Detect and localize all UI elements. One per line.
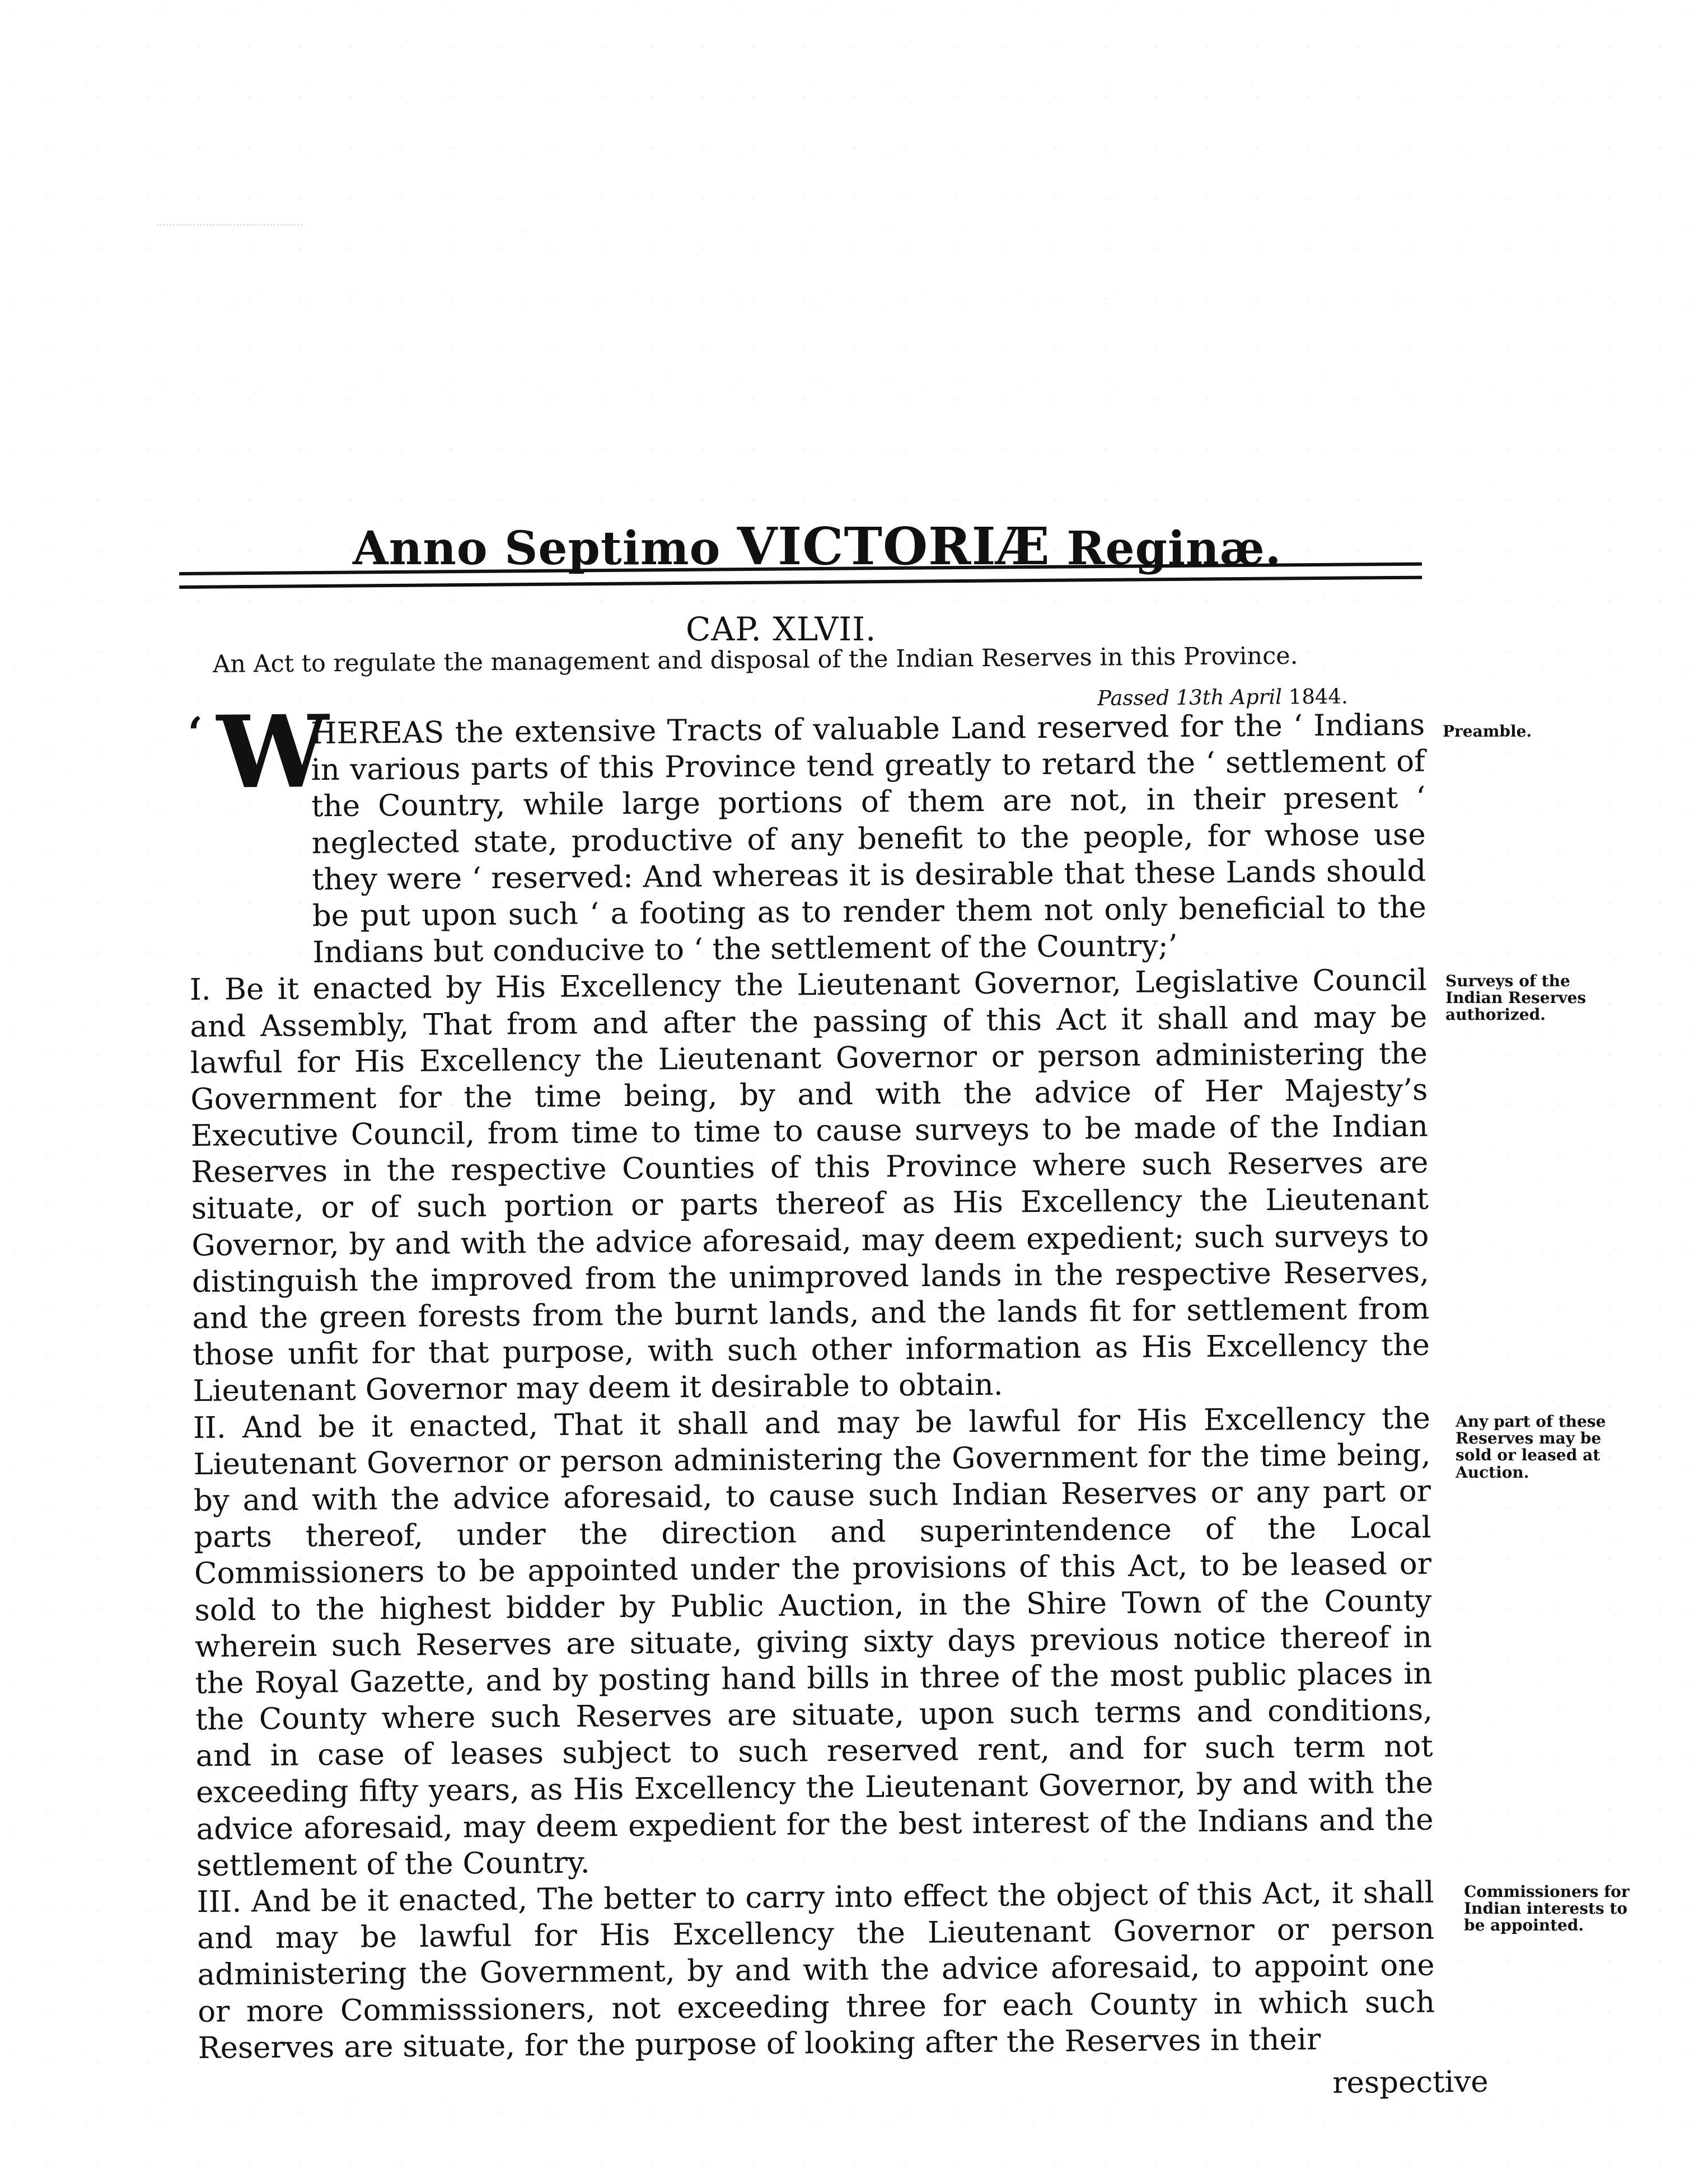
section-i: I. Be it enacted by His Excellency the Lieutenant Governor, Legislative Council and Assembly, That from and after the passing of this Act it shall and may be lawful for His Excellency the Lieutenant Governor or person administering the Government for the time being, by and with the advice of Her Majesty’s Executive Council, from time to time to cause surveys to be made of the Indian Reserves in the respective Counties of this Province where such Reserves are situate, or of such portion or parts thereof as His Excellency the Lieutenant Governor, by and with the advice aforesaid, may deem expedient; such surveys to distinguish the improved from the unimproved lands in the respective Reserves, and the green forests from the burnt lands, and the lands fit for settlement from those unfit for that purpose, with such other information as His Excellency the Lieutenant Governor may deem it desirable to obtain. — [189, 963, 1430, 1409]
continued-word: respective — [1332, 2064, 1489, 2100]
scan-smudge — [157, 224, 302, 287]
act-title: An Act to regulate the management and disposal of the Indian Reserves in this Province. — [212, 641, 1298, 678]
opening-quote-mark: ‘ — [187, 708, 203, 759]
preamble-text: HEREAS the extensive Tracts of valuable Land reserved for the ‘ Indians in various parts of this Province tend greatly to retard the ‘ settlement of the Country, while large portions of them are not, in their present ‘ neglected state, productive of any benefit to the people, for whose use they were ‘ reserved: And whereas it is desirable that these Lands should be put upon such ‘ a footing as to render them not only beneficial to the Indians but conducive to ‘ the settlement of the Country;’ — [311, 708, 1426, 970]
title-prefix: Anno Septimo — [353, 522, 721, 575]
section-iii: III. And be it enacted, The better to carry into effect the object of this Act, it shall and may be lawful for His Excellency the Lieutenant Governor or person administering the Government, by and with the advice aforesaid, to appoint one or more Commisssioners, not exceeding three for each County in which such Reserves are situate, for the purpose of looking after the Reserves in their — [196, 1875, 1435, 2065]
dropcap-letter: W — [216, 693, 330, 811]
passed-date — [1097, 686, 1348, 709]
marginal-note-preamble: Preamble. — [1443, 722, 1532, 741]
marginal-note-commissioners: Commissioners for Indian interests to be appointed. — [1464, 1882, 1630, 1935]
passed-year: 1844. — [1288, 684, 1348, 709]
passed-label: Passed 13th April — [1097, 685, 1283, 710]
marginal-note-auction: Any part of these Reserves may be sold or leased at Auction. — [1456, 1412, 1606, 1482]
marginal-note-surveys: Surveys of the Indian Reserves authorized. — [1445, 972, 1587, 1024]
title-suffix: Reginæ. — [1066, 522, 1282, 575]
section-ii: II. And be it enacted, That it shall and may be lawful for His Excellency the Lieutenant Governor or person administering the Government for the time being, by and with the advice aforesaid, to cause such Indian Reserves or any part or parts thereof, under the direction and superintendence of the Local Commissioners to be appointed under the provisions of this Act, to be leased or sold to the highest bidder by Public Auction, in the Shire Town of the County wherein such Reserves are situate, giving sixty days previous notice thereof in the Royal Gazette, and by posting hand bills in three of the most public places in the County where such Reserves are situate, upon such terms and conditions, and in case of leases subject to such reserved rent, and for such term not exceeding fifty years, as His Excellency the Lieutenant Governor, by and with the advice aforesaid, may deem expedient for the best interest of the Indians and the settlement of the Country. — [193, 1401, 1434, 1883]
chapter-number: CAP. XLVII. — [686, 610, 877, 648]
title-strong: VICTORIÆ — [737, 516, 1050, 577]
